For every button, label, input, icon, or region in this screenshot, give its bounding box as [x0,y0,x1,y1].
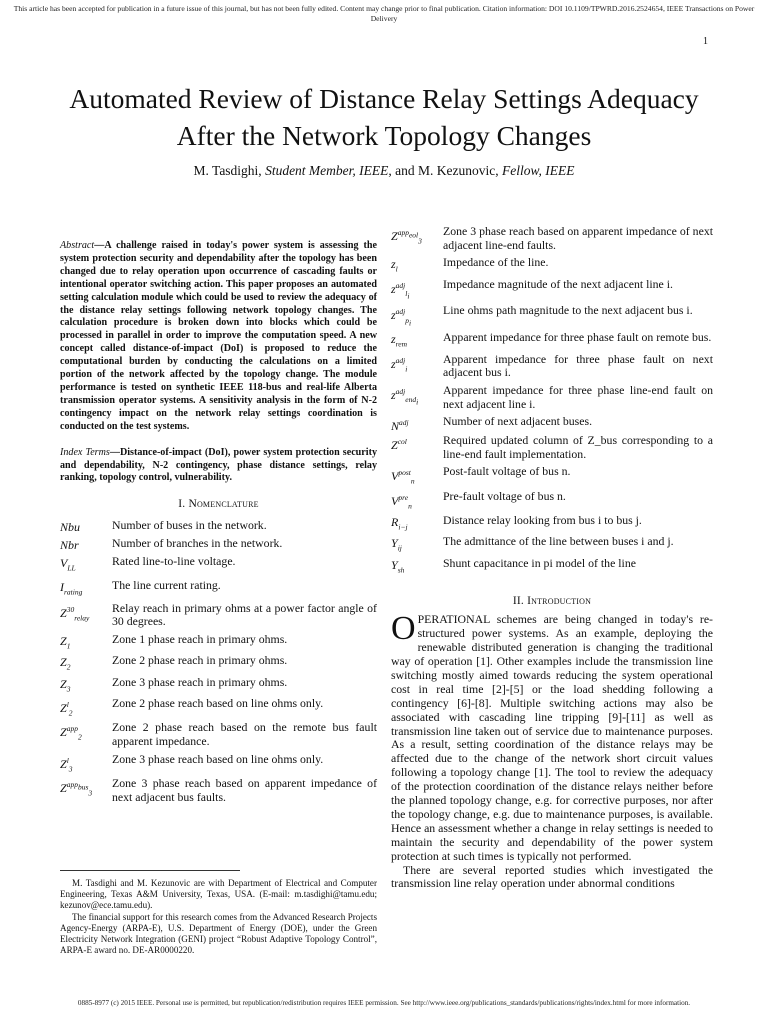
right-column [391,224,713,891]
nomenclature-list-right [391,224,713,577]
nomenclature-list-left [60,518,377,807]
nom-symbol: $z_{rem}$ [391,332,408,349]
journal-header-note: This article has been accepted for publication in a future issue of this journal, but has not been fully edited. Content may change prior to final publication. Citation information: DOI 10.1109/TPWRD.2016.2524654, IEEE Transactions on Power Delivery [13,4,755,23]
nom-definition: Pre-fault voltage of bus n. [443,488,566,503]
footnote-rule [60,870,240,871]
nom-symbol: $Z^{col}$ [391,437,407,453]
copyright-note: 0885-8977 (c) 2015 IEEE. Personal use is permitted, but republication/redistribution requires IEEE permission. See http://www.ieee.org/publications_standards/publications/rights/index.html for more information. [77,999,691,1007]
nom-symbol: $V^{post}_n$ [391,468,415,486]
nom-symbol: $z^{adj}_{p_i}$ [391,307,412,328]
nom-definition: Zone 3 phase reach based on apparent impedance of next adjacent line-end faults. [443,224,713,252]
nom-definition: Impedance of the line. [443,255,549,270]
nom-symbol: $V_{LL}$ [60,555,76,572]
nom-definition: Number of buses in the network. [112,518,267,533]
author-1: M. Tasdighi, [193,163,262,178]
nom-symbol: $z^{adj}_{end_i}$ [391,386,419,407]
nom-definition: Rated line-to-line voltage. [112,553,236,568]
nom-definition: Shunt capacitance in pi model of the line [443,555,636,570]
nom-definition: Distance relay looking from bus i to bus j. [443,513,642,528]
index-terms [60,447,377,486]
nom-symbol: $Z^{app_{bus}}_3$ [60,780,93,798]
index-terms-text: —Distance-of-impact (DoI), power system protection security and dependability, N-2 contingency, phase distance settings, relay ranking, topology control, vulnerability. [60,446,377,484]
nom-symbol: $z^{adj}_{l_i}$ [391,280,410,301]
author-1-role: Student Member, IEEE [265,163,389,178]
nom-definition: The line current rating. [112,578,221,593]
introduction-paragraph-2: There are several reported studies which investigated the transmission line relay operation under abnormal conditions [391,862,713,891]
author-line [40,163,728,179]
nom-definition: Zone 3 phase reach based on line ohms only. [112,751,324,766]
nom-definition: Zone 2 phase reach based on the remote bus fault apparent impedance. [112,720,377,749]
nom-definition: Number of branches in the network. [112,535,283,550]
nom-symbol: $Z^{app}_2$ [60,724,82,742]
nom-definition: The admittance of the line between buses i and j. [443,534,674,549]
nom-symbol: $Z_3$ [60,676,71,694]
nom-symbol: $z^{adj}_i$ [391,355,408,374]
nom-definition: Required updated column of Z_bus corresponding to a line-end fault implementation. [443,433,713,461]
abstract-label: Abstract [60,240,95,251]
nom-symbol: $Z^{30}_{relay}$ [60,604,90,623]
nom-definition: Post-fault voltage of bus n. [443,464,571,479]
nom-definition: Apparent impedance for three phase fault on next adjacent bus i. [443,351,713,380]
nom-definition: Line ohms path magnitude to the next adjacent bus i. [443,303,693,318]
nom-symbol: $N^{adj}$ [391,418,409,434]
nom-definition: Zone 2 phase reach based on line ohms only. [112,696,324,711]
nom-definition: Apparent impedance for three phase line-end fault on next adjacent line i. [443,382,713,411]
nom-definition: Apparent impedance for three phase fault on remote bus. [443,330,712,345]
left-column [60,240,377,807]
nom-definition: Zone 2 phase reach in primary ohms. [112,653,288,668]
drop-cap: O [391,610,416,648]
nom-definition: Zone 3 phase reach in primary ohms. [112,674,288,689]
page-number: 1 [703,36,708,47]
nom-definition: Number of next adjacent buses. [443,414,593,429]
abstract [60,240,377,434]
author-2-role: Fellow, IEEE [502,163,575,178]
section-heading-introduction: II. Introduction [512,595,592,608]
nom-symbol: $Y_{ij}$ [391,536,402,553]
nom-definition: Impedance magnitude of the next adjacent line i. [443,276,673,291]
nom-definition: Zone 3 phase reach based on apparent impedance of next adjacent bus faults. [112,776,377,804]
nom-definition: Zone 1 phase reach in primary ohms. [112,631,288,646]
intro-p1-text: PERATIONAL schemes are being changed in today's re-structured power systems. As an example, deploying the renewable distributed generation is changing the traditional way of operation [1]. Other examples include the transmission line switching mostly aimed towards reducing the system operational cost in real time [2]-[5] or the load shedding following a contingency [6]-[8]. Multiple switching actions may also be associated with cascading line tripping [9]-[11] as well as transmission line taken out of service due to maintenance purposes. As a result, setting coordination of the distance relays may be affected due to the change of the network short circuit values following a topology change [1]. The tool to review the adequacy of the protection coordination of the distance relays neither before the planned topology change, e.g. for corrective purposes, nor after the topology change, e.g. due to maintenance purposes, is available. Hence an assessment whether a change in relay settings is needed to maintain the security and dependability of the power system protection at such times is typically not performed. [391,612,714,863]
footnotes [60,878,377,956]
nom-symbol: $Z^l_2$ [60,700,73,718]
nom-symbol: $Z^{app_{eol}}_3$ [391,228,422,246]
nom-symbol: $Z_1$ [60,633,71,651]
nom-symbol: $Y_{sh}$ [391,557,405,575]
footnote-affiliation: M. Tasdighi and M. Kezunovic are with Department of Electrical and Computer Engineering, Texas A&M University, Texas, USA. (E-mail: m.tasdighi@tamu.edu; kezunov@ece.tamu.edu). [60,878,377,911]
nom-symbol: $Z_2$ [60,655,71,672]
nom-symbol: $V^{pre}_n$ [391,492,412,511]
nom-symbol: Nbu [60,520,81,535]
introduction-paragraph-1 [391,610,714,863]
paper-title: Automated Review of Distance Relay Settings Adequacy After the Network Topology Changes [69,83,699,151]
abstract-text: —A challenge raised in today's power system is assessing the system protection security and dependability after the topology has been changed due to relay operation upon occurrence of cascading faults or intentional operator switching action. This paper proposes an automated setting calculation module which could be used to review the adequacy of the distance relay settings following network topology changes. The calculation procedure is broken down into blocks which could be processed in parallel in order to improve the computation speed. A new concept called distance-of-impact (DoI) is proposed to reduce the computational burden by conducting the calculations on a limited portion of the network affected by the topology change. The module performance is tested on synthetic IEEE 118-bus and real-life Alberta transmission operator systems. A sensitivity analysis in the form of N-2 contingency impact on the network relay settings coordination is conducted on the test systems. [60,240,377,432]
nom-definition: Relay reach in primary ohms at a power factor angle of 30 degrees. [112,600,377,629]
nom-symbol: $z_l$ [391,257,398,274]
author-2: , and M. Kezunovic, [388,163,499,178]
nom-symbol: Nbr [60,537,79,552]
nom-symbol: $I_{rating}$ [60,580,83,597]
section-heading-nomenclature: I. Nomenclature [178,498,259,511]
index-terms-label: Index Terms [60,446,110,458]
nom-symbol: $Z^l_3$ [60,755,73,774]
nom-symbol: $R_{i-j}$ [391,515,408,532]
footnote-funding: The financial support for this research comes from the Advanced Research Projects Agency-Energy (ARPA-E), U.S. Department of Energy (DOE), under the Green Electricity Network Integration (GENI) project “Robust Adaptive Topology Control”, ARPA-E award no. DE-AR0000220. [60,911,377,956]
